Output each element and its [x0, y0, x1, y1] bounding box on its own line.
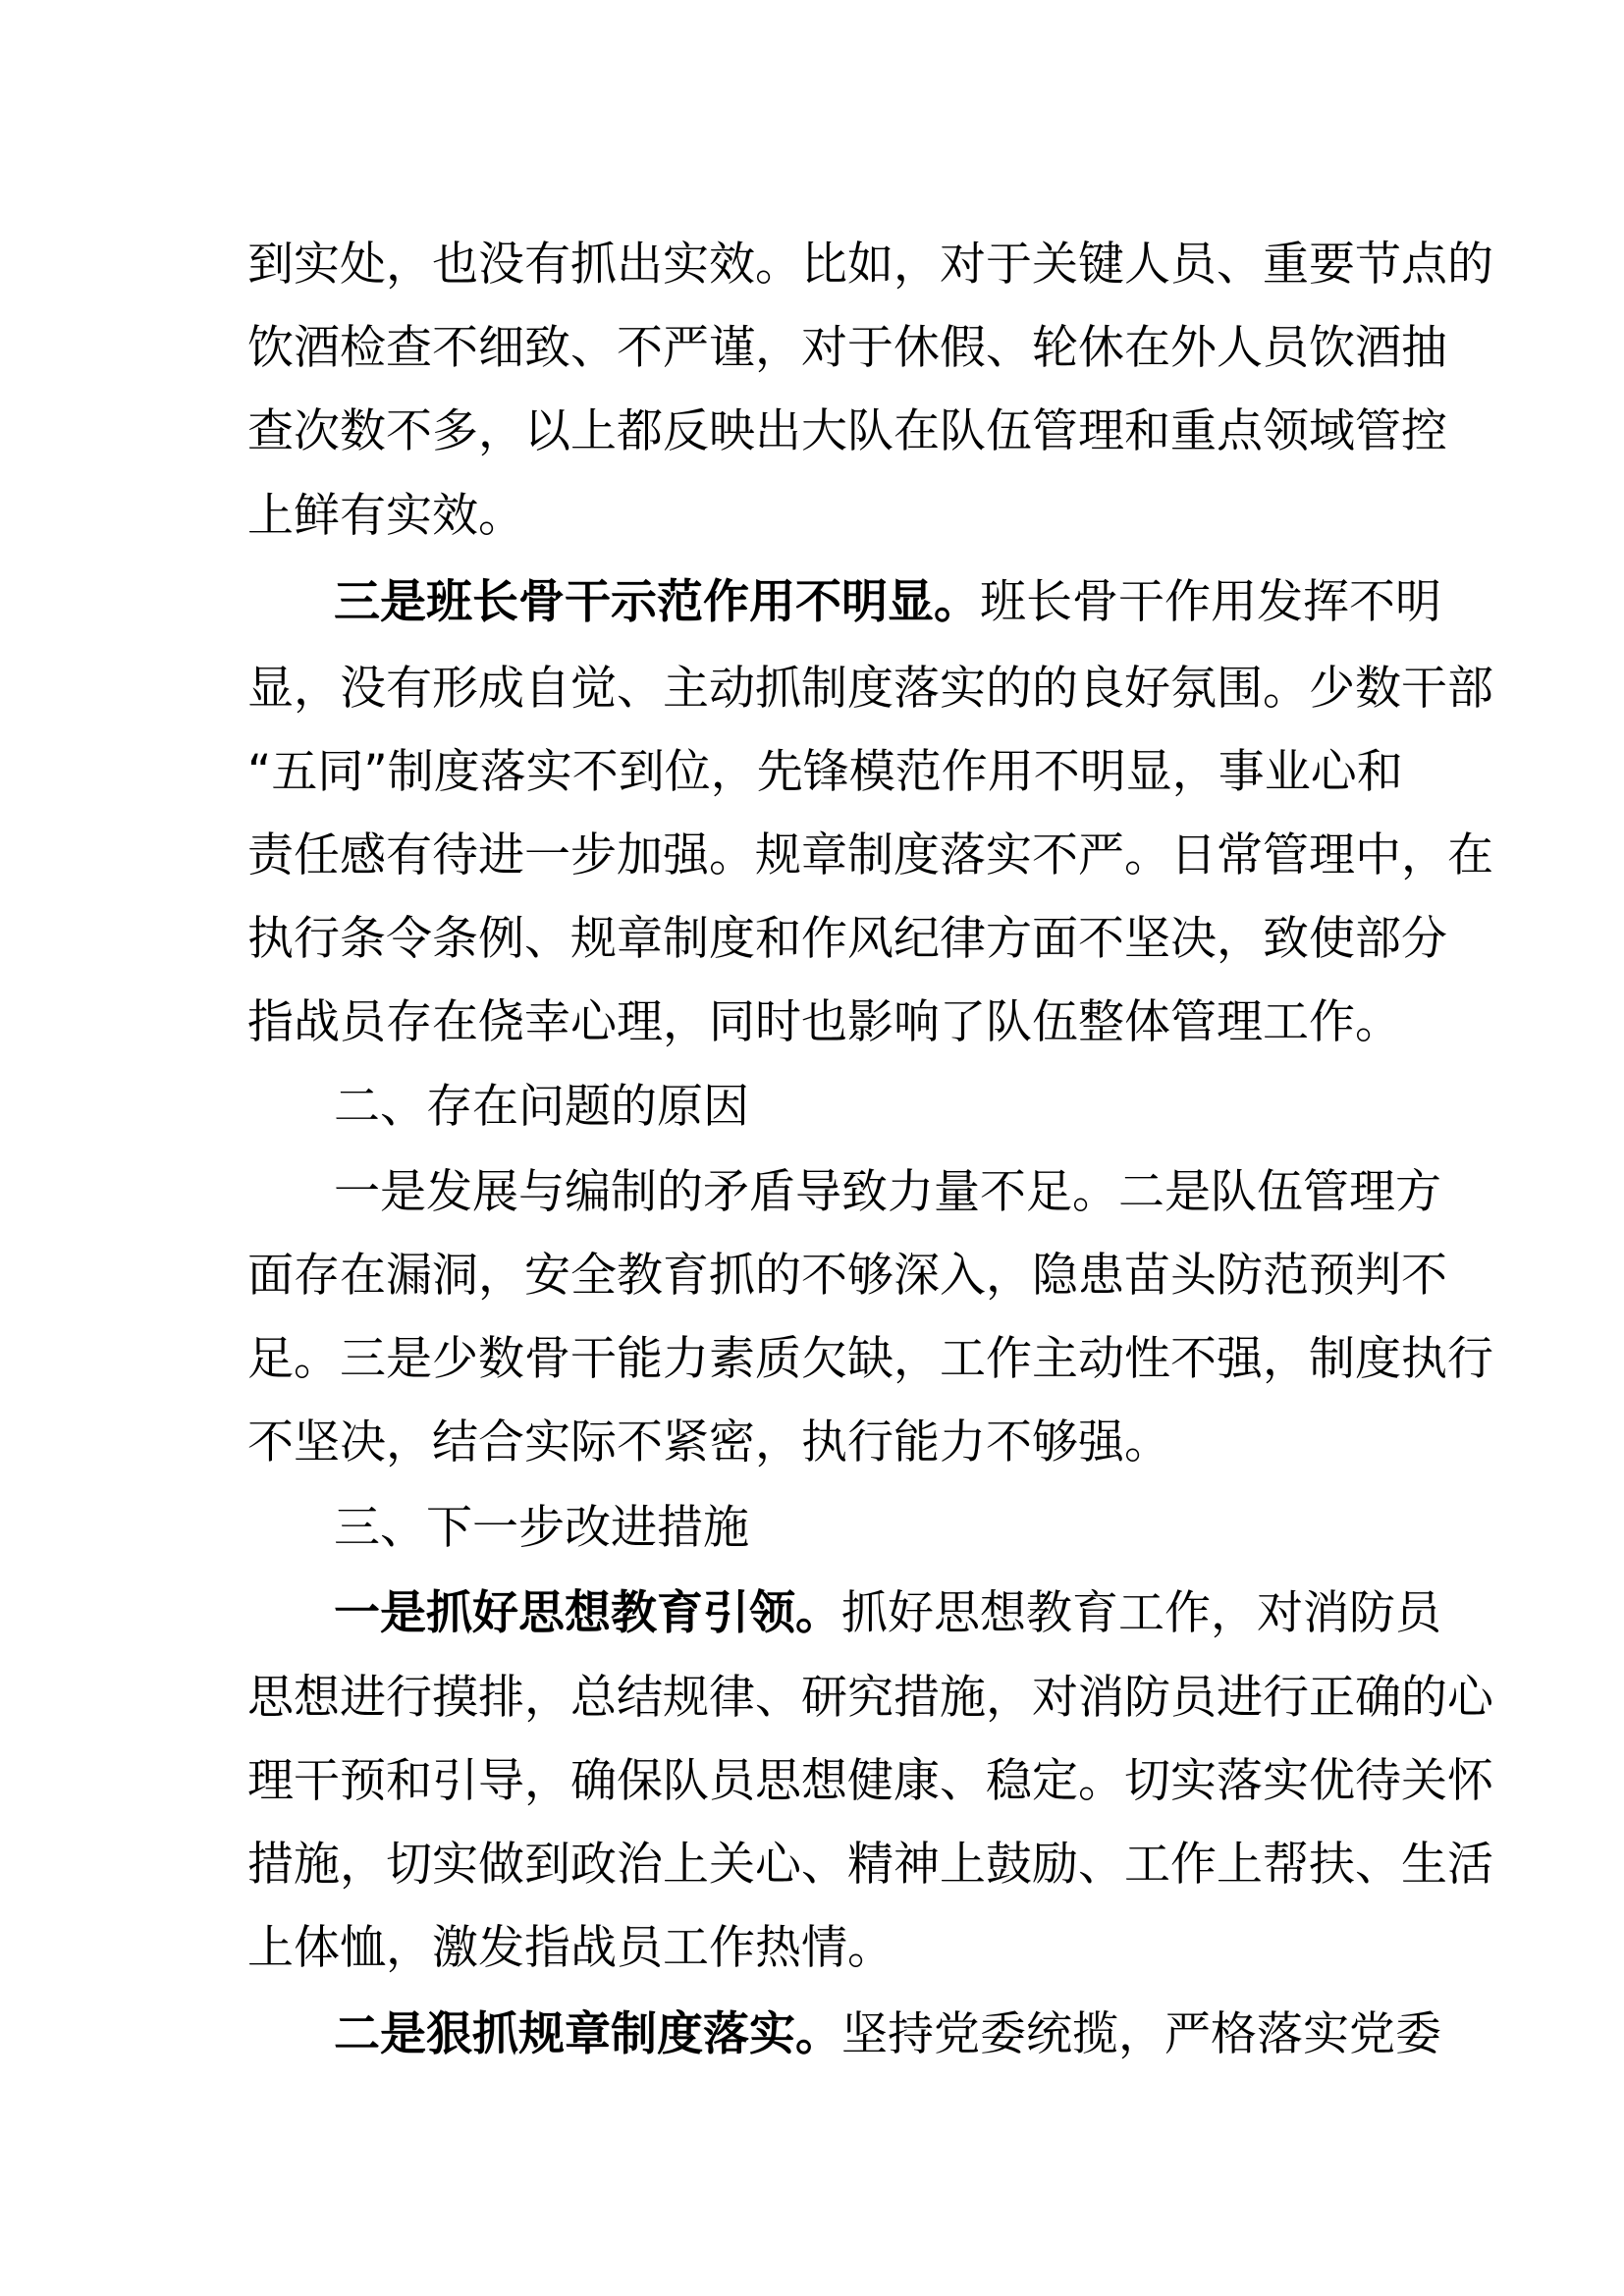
paragraph-heading-line: 三是班长骨干示范作用不明显。班长骨干作用发挥不明	[334, 575, 1441, 629]
text-line: 上体恤，激发指战员工作热情。	[247, 1921, 893, 1975]
text-line: 上鲜有实效。	[247, 489, 524, 543]
bold-lead: 一是抓好思想教育引领。	[334, 1586, 841, 1640]
text-line: 不坚决，结合实际不紧密，执行能力不够强。	[247, 1415, 1170, 1469]
bold-lead: 三是班长骨干示范作用不明显。	[334, 575, 980, 629]
text-line: 饮酒检查不细致、不严谨，对于休假、轮休在外人员饮酒抽	[247, 321, 1447, 375]
text-line: 执行条令条例、规章制度和作风纪律方面不坚决，致使部分	[247, 912, 1447, 966]
text-line: 措施，切实做到政治上关心、精神上鼓励、工作上帮扶、生活	[247, 1838, 1493, 1892]
section-heading: 二、存在问题的原因	[334, 1080, 749, 1134]
text-line: 足。三是少数骨干能力素质欠缺，工作主动性不强，制度执行	[247, 1332, 1493, 1386]
text-line: 责任感有待进一步加强。规章制度落实不严。日常管理中，在	[247, 828, 1493, 882]
text-line: “五同”制度落实不到位，先锋模范作用不明显，事业心和	[247, 745, 1403, 799]
section-heading: 三、下一步改进措施	[334, 1501, 749, 1555]
text-line: 到实处，也没有抓出实效。比如，对于关键人员、重要节点的	[247, 238, 1493, 292]
text-line: 面存在漏洞，安全教育抓的不够深入，隐患苗头防范预判不	[247, 1249, 1447, 1303]
text-line: 显，没有形成自觉、主动抓制度落实的的良好氛围。少数干部	[247, 662, 1493, 716]
paragraph-heading-line: 二是狠抓规章制度落实。坚持党委统揽，严格落实党委	[334, 2007, 1441, 2061]
text-line: 理干预和引导，确保队员思想健康、稳定。切实落实优待关怀	[247, 1754, 1493, 1808]
paragraph-heading-line: 一是抓好思想教育引领。抓好思想教育工作，对消防员	[334, 1586, 1441, 1640]
bold-lead: 二是狠抓规章制度落实。	[334, 2007, 841, 2061]
text-line: 思想进行摸排，总结规律、研究措施，对消防员进行正确的心	[247, 1671, 1493, 1725]
text-line: 指战员存在侥幸心理，同时也影响了队伍整体管理工作。	[247, 995, 1401, 1049]
text-line: 查次数不多，以上都反映出大队在队伍管理和重点领域管控	[247, 404, 1447, 458]
text-line: 一是发展与编制的矛盾导致力量不足。二是队伍管理方	[334, 1165, 1441, 1219]
